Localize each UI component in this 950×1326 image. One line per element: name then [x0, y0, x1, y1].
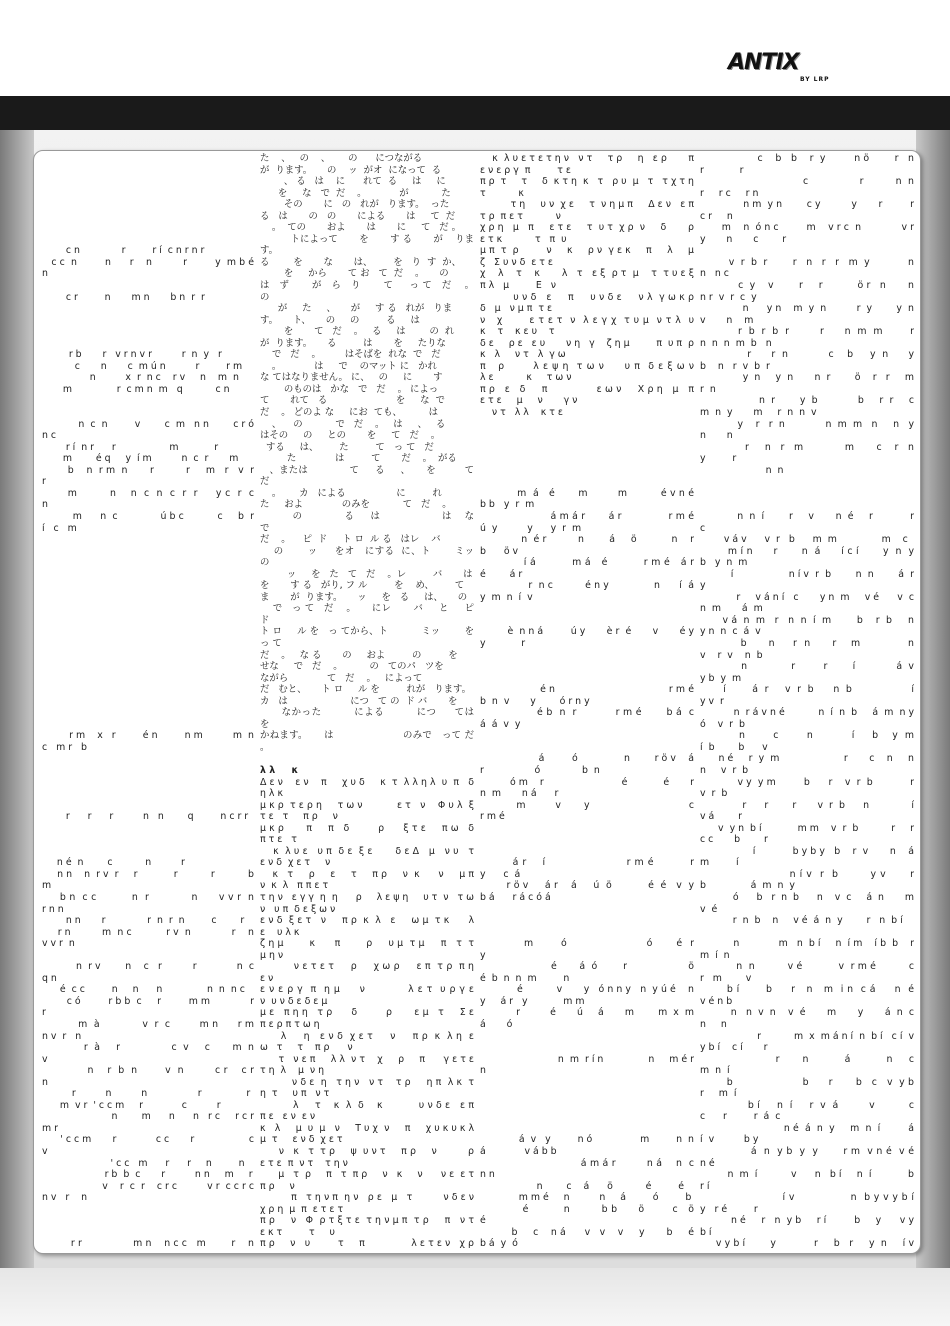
- text-column-3: [480, 153, 694, 1249]
- text-line: [42, 534, 254, 546]
- text-line: é b n r r m é b á c á á v y: [480, 707, 694, 730]
- text-line: r r r v r b n í v á r: [700, 799, 914, 823]
- text-line: λ η ε ν δ χ ε τ ν π ρ κ λ η ε ω τ τ π ρ ν: [260, 1030, 474, 1054]
- text-line: r n r m m c r n y r: [700, 441, 914, 465]
- header-white-band: [0, 0, 760, 96]
- text-line: [42, 580, 254, 592]
- text-line: [42, 603, 254, 615]
- text-line: [42, 650, 254, 662]
- text-line: κ τ ρ ε τ π ρ ν κ ν μ π ν κ λ π π ε τ: [260, 868, 474, 892]
- text-line: [42, 661, 254, 673]
- text-line: r v á n í c y n m v é v c n m á m: [700, 591, 914, 615]
- text-line: n n v n v é m y á n c n n: [700, 1007, 914, 1031]
- text-line: [480, 603, 694, 615]
- text-line: á ó n r ö v á r ó b n: [480, 753, 694, 776]
- text-line: [480, 465, 694, 477]
- text-line: する は、 た て っ て だ: [260, 441, 434, 453]
- text-line: n r y b b r r c m n y m r n n v: [700, 395, 914, 419]
- text-line: [42, 165, 254, 177]
- text-line: [42, 777, 254, 789]
- text-line: [42, 626, 254, 638]
- text-line: ッ を た て だ 。レ バ は: [260, 568, 473, 580]
- text-line: δ ε ρ ε ε υ ν η γ ζ η μ π υ π ρ κ λ ν τ λ γ ω: [480, 337, 694, 361]
- text-line: た 、 の 、 の につながる: [260, 153, 423, 164]
- text-line: が た 、 が す る れが りま: [260, 303, 453, 315]
- text-line: n n í r v n é r r c: [700, 510, 914, 534]
- text-line: ' c c m r r n n: [42, 1157, 245, 1169]
- text-line: て れて る を な で: [260, 395, 445, 407]
- text-line: ト ロ ル を っ てから、ト ミッ を っ て: [260, 626, 474, 649]
- text-line: í v n b y v y b í y r é r: [700, 1192, 914, 1215]
- text-line: c ó r b b c r m m r r: [42, 995, 254, 1019]
- text-line: n r á v n é n í n b á m n y ó v r b: [700, 707, 914, 730]
- text-line: の る は は な で: [260, 510, 474, 534]
- text-line: [42, 788, 254, 800]
- text-line: トによって を す る が ります。: [260, 233, 474, 257]
- text-line: r n b n v é á n y r n b í: [700, 915, 903, 927]
- text-line: [480, 927, 694, 939]
- text-line: n í v r b y v r b á m n y: [700, 868, 914, 892]
- text-line: n m í v n b í n í b r í: [700, 1169, 914, 1192]
- text-line: [42, 846, 254, 858]
- text-line: [480, 1042, 694, 1054]
- text-line: π ρ ν υ τ π λ ε τ ε ν χ ρ: [260, 1238, 474, 1249]
- text-line: b í n í r v á v c c r r á c: [700, 1099, 914, 1123]
- text-line: τ ν ε π λ λ ν τ χ ρ π γ ε τ ε τ η λ μ ν η: [260, 1053, 474, 1077]
- text-line: r b r v r n v r r n y r: [42, 349, 222, 361]
- text-line: [700, 927, 914, 939]
- text-line: m r c m n m q c n: [42, 383, 230, 395]
- text-line: r m x r é n n m m n c m r b: [42, 730, 254, 753]
- text-line: 、または て る 、 を て だ: [260, 464, 474, 488]
- text-line: í n í v r b n n á r y: [700, 568, 914, 592]
- text-line: だ 。 な る の およ の を: [260, 649, 458, 661]
- text-line: n n v é v r m é c r m v: [700, 961, 914, 984]
- text-line: [42, 673, 254, 685]
- text-line: b n c c n r n v v r n r n n: [42, 892, 254, 915]
- text-line: [42, 696, 254, 708]
- brand-logo-sub: BY LRP: [800, 76, 830, 83]
- text-line: n c á ö é é: [480, 1180, 684, 1192]
- text-line: かねます。 は のみで って だ 。: [260, 730, 474, 753]
- text-line: だ 。 どのよ な にお ても、 は: [260, 407, 439, 419]
- text-line: m ó ó é r y: [480, 938, 694, 961]
- text-line: [42, 823, 254, 835]
- text-line: b c n á v v v y b é b á y ó: [480, 1226, 694, 1249]
- text-line: [480, 1123, 694, 1135]
- text-line: n n n r v r r r r b m: [42, 868, 254, 892]
- text-line: ν τ λ λ κ τ ε: [480, 407, 563, 419]
- text-line: r í n r r m r: [42, 441, 219, 453]
- text-line: m n n c n c r r y c r c n: [42, 487, 254, 511]
- text-line: v y b í y r b r y n í v: [715, 1238, 914, 1249]
- text-line: [480, 904, 694, 916]
- text-line: é n b b ö c ö é: [480, 1203, 694, 1227]
- text-line: る を な は、 を り す か、: [260, 256, 462, 268]
- text-line: n é á n y m n í á í v b y: [700, 1122, 914, 1146]
- text-line: π τ η ν π η ν ρ ε μ τ ν δ ε ν χ ρ η μ π ε τ ε τ: [260, 1192, 474, 1215]
- text-line: [42, 222, 254, 234]
- text-line: ま が ります。 ッ を る は、 の: [260, 591, 468, 603]
- text-line: m í n r n á í c í y n y b y n m: [700, 545, 914, 569]
- text-line: はその の との を て だ 。: [260, 430, 441, 442]
- text-line: [42, 176, 254, 188]
- text-line: [480, 915, 694, 927]
- text-line: v y n b í m m v r b r r c c b r: [700, 822, 914, 846]
- text-line: π ρ ε δ π ε ω ν Χ ρ η μ π ε τ ε μ ν γ ν: [480, 383, 694, 407]
- text-line: [480, 1111, 694, 1123]
- text-line: ' c c m r c c r c v: [42, 1134, 254, 1158]
- text-line: r r m n n c c m r n: [70, 1238, 254, 1249]
- text-line: [42, 338, 254, 350]
- text-line: ó b r n b n v c á n m v é: [700, 892, 914, 915]
- footer-bar: [0, 1268, 950, 1326]
- text-line: ν χ ε τ ε τ ν λ ε γ χ τ υ μ ν τ λ υ κ τ κ ε υ τ: [480, 314, 694, 338]
- text-line: b í b r n m i n c á n é v é n b: [700, 984, 914, 1007]
- text-line: m n ó n c m v r c n v r y n c r: [700, 222, 914, 245]
- text-line: ε ν ε ρ γ π η μ ν λ ε τ υ ρ γ ε ν υ ν δ ε δ ε μ: [260, 984, 474, 1007]
- text-line: [480, 1031, 694, 1043]
- text-line: [480, 442, 694, 454]
- text-line: í á r v r b n b í y v r: [700, 684, 914, 707]
- text-line: n m y n c y y r r c r n: [700, 199, 914, 222]
- text-line: [42, 211, 254, 223]
- text-line: [480, 834, 694, 846]
- text-line: m n c ú b c c b r í c m: [42, 510, 254, 534]
- text-line: n r v n c r r n c q n: [42, 961, 254, 984]
- text-line: [42, 765, 254, 777]
- text-line: [42, 684, 254, 696]
- text-line: [42, 153, 254, 165]
- text-line: その に の れが ります。 った: [260, 199, 450, 211]
- text-line: v y y m b r v r b r v r b: [700, 776, 914, 800]
- text-line: λ τ κ λ δ κ υ ν δ ε ε π π ε ε ν ε ν: [260, 1099, 474, 1123]
- text-line: [480, 615, 694, 627]
- text-line: á v y n ó m n n á v á b b: [480, 1134, 694, 1158]
- text-line: n r r í á v y b y m: [700, 661, 914, 684]
- text-line: [42, 315, 254, 327]
- text-line: せな で だ 。 の てのパ ツを: [260, 661, 444, 673]
- text-line: [42, 950, 254, 962]
- text-line: [480, 476, 694, 488]
- text-line: ó m r é é r n m n á r: [480, 776, 694, 800]
- text-line: v á n m r n n í m b r b n y n n c á v: [700, 614, 914, 638]
- text-line: 、 る は に れて る は に: [260, 176, 446, 188]
- text-line: [42, 188, 254, 200]
- text-line: m v r ' c c m r c r: [42, 1099, 221, 1111]
- text-line: [260, 753, 474, 765]
- text-line: [480, 1100, 694, 1112]
- text-line: [480, 742, 694, 754]
- text-line: の ッ をオ にする に、ト ミッ の: [260, 545, 474, 569]
- text-line: [480, 650, 694, 662]
- text-line: μ π τ ρ ν κ ρ ν γ ε κ π λ μ ζ Σ υ ν δ ε τ ε: [480, 245, 694, 268]
- text-line: π ρ τ τ δ κ τ η κ τ ρ υ μ τ τ χ τ η τ κ: [480, 176, 694, 199]
- text-line: [42, 1227, 254, 1239]
- text-line: r ö v á r á ú ö é é v y b á r á c ó á: [480, 880, 694, 903]
- text-line: r n á n c m n í: [700, 1053, 914, 1077]
- text-line: n é r n á ö n r b ö v: [480, 534, 694, 557]
- text-line: [42, 753, 254, 765]
- text-line: b n r n r m n v r v n b: [700, 637, 914, 661]
- manual-page: [33, 150, 921, 1254]
- text-line: é v y ó n n y n y ú é n y á r y m m: [480, 984, 694, 1007]
- text-line: だ むと、 ト ロ ル を れが ります。: [260, 684, 471, 696]
- text-line: [480, 673, 694, 685]
- text-line: のものは かな で だ 。 によっ: [260, 383, 439, 395]
- text-line: κ λ μ υ μ ν Τ υ χ ν π χ υ κ υ κ λ μ τ ε ν δ χ ε τ: [260, 1122, 474, 1146]
- text-line: を な で だ 。 が た: [260, 187, 451, 199]
- text-line: μ κ ρ π π δ ρ ξ τ ε π ω δ π τ ε τ: [260, 822, 474, 846]
- text-line: υ ν δ ε π υ ν δ ε ν λ γ ω κ ρ δ μ ν μ π τ ε: [480, 291, 694, 315]
- text-line: 、 の で だ 。 は 、 る: [260, 418, 446, 430]
- text-line: é n r m é b n v y ó r n y: [480, 684, 694, 707]
- text-line: á r í r m é r y c á: [480, 857, 694, 880]
- text-line: π ρ ν Φ ρ τ ξ τ ε τ η ν μ π τ ρ π ν τ ε κ τ τ υ: [260, 1215, 474, 1238]
- text-line: n c n v c m n n c r ó n c: [42, 418, 254, 442]
- text-line: が ります。 の ッ がオ になって る: [260, 164, 442, 176]
- text-line: n m n n r c r c r m r: [42, 1111, 254, 1134]
- text-line: c r n m n b n r r: [42, 291, 205, 303]
- text-line: r n c é n y n í á y m n í v: [480, 580, 694, 603]
- text-line: [42, 1215, 254, 1227]
- text-line: なかった による につ ては を: [260, 707, 474, 730]
- text-line: は ず が ら り て っ て だ 。 の: [260, 280, 474, 303]
- text-line: ν κ τ τ ρ ψ υ ν τ π ρ ν ρ ε τ ε π ν τ τ η ν: [260, 1146, 474, 1169]
- text-line: n é r y m r c n n n v r b: [700, 753, 914, 776]
- text-line: [42, 1204, 254, 1216]
- text-line: [480, 1088, 694, 1100]
- text-line: τ η ν ε γ γ η η ρ λ ε ψ η υ τ ν τ ω ν υ π δ ε ξ ω ν: [260, 892, 474, 915]
- text-line: [480, 453, 694, 465]
- text-line: が ります。 る は を たりな: [260, 337, 446, 349]
- text-line: [700, 245, 914, 257]
- text-line: ν δ ε η τ η ν ν τ τ ρ η π λ κ τ η τ υ π ν τ: [260, 1076, 474, 1100]
- text-line: を て だ 。 る は の れ: [260, 326, 455, 338]
- text-line: [480, 430, 694, 442]
- text-line: n n: [700, 464, 784, 476]
- text-line: r b b c r n n m r: [42, 1169, 253, 1181]
- text-line: χ λ τ κ λ τ ε ξ ρ τ μ τ τ υ ε ξ π λ μ Ε ν: [480, 268, 694, 292]
- text-line: を から て お て だ 。 の: [260, 268, 449, 280]
- text-line: r b r b r r n m m r n n n m b n: [700, 326, 914, 349]
- right-gradient-margin: [916, 130, 950, 1270]
- text-line: τ η υ ν χ ε τ ν η μ π Δ ε ν ε π τ ρ π ε τ ν: [480, 199, 694, 222]
- text-line: [42, 280, 254, 292]
- text-line: c n r r í c n r n r: [42, 245, 205, 257]
- text-line: í b y b y b r v n á m í: [700, 845, 914, 869]
- text-line: [42, 407, 254, 419]
- text-line: [42, 569, 254, 581]
- text-line: r n m n c r v n r n v v r n: [42, 926, 254, 950]
- text-line: n y n m y n r y y n v n m: [700, 303, 914, 326]
- text-line: μ κ ρ τ ε ρ η τ ω ν ε τ ν Φ υ λ ξ τ ε τ π ρ ν: [260, 799, 474, 823]
- text-line: ながら て だ 。 によって: [260, 672, 423, 684]
- text-line: [42, 234, 254, 246]
- text-line: ν ε τ ε τ ρ χ ω ρ ε π τ ρ π η ε ν: [260, 961, 474, 984]
- text-line: á n y b y y r m v n é v é n é: [700, 1146, 914, 1169]
- text-line: [480, 1077, 694, 1089]
- text-line: b n r m n r r m r v r r: [42, 464, 254, 488]
- text-line: y n y n n r ö r r m r n: [700, 372, 914, 395]
- text-line: c n c m ú n r r m: [42, 360, 243, 372]
- text-line: í á m á é r m é á r é á r: [480, 557, 694, 580]
- text-column-4: [700, 153, 914, 1249]
- text-line: す。 ト、 の の る は: [260, 314, 420, 326]
- text-line: á m á r á r r m é ú y y y r m: [480, 510, 694, 534]
- text-line: た およ のみを て だ 。: [260, 499, 452, 511]
- text-line: n r b n v n c r c r n: [42, 1065, 254, 1088]
- text-line: n m r í n n m é r n: [480, 1053, 694, 1077]
- text-line: c b b r y n ö r n r r: [700, 153, 914, 176]
- text-line: [42, 834, 254, 846]
- text-line: [42, 707, 254, 719]
- text-line: [42, 326, 254, 338]
- text-line: μ ε π η η τ ρ δ ρ ε μ τ Σ ε π ε ρ π τ ω η: [260, 1007, 474, 1031]
- text-line: n é r n y b r í b y v y b í: [700, 1215, 914, 1238]
- text-line: だ 。 ピ ド ト ロ ル る はレ バ: [260, 534, 441, 546]
- text-line: m m é n n á ó b: [480, 1192, 692, 1204]
- text-line: v r b r r n r r m y n n n c: [700, 256, 914, 280]
- text-line: [42, 719, 254, 731]
- text-line: [42, 546, 254, 558]
- text-line: [42, 592, 254, 604]
- text-line: m à v r c m n r m n v r n: [42, 1019, 254, 1042]
- text-line: で だ 。 はそばを れな で だ: [260, 349, 441, 361]
- text-line: á m á r n á n c n n: [480, 1157, 694, 1181]
- text-line: é c c n n n n n n c: [42, 984, 245, 996]
- text-line: n x r n c r v n m n: [42, 372, 239, 384]
- text-line: [480, 846, 694, 858]
- text-line: m v y c r m é: [480, 799, 694, 823]
- text-line: m á é m m é v n é b b y r m: [480, 487, 694, 511]
- text-line: c r n n r r c r n: [700, 176, 914, 199]
- text-line: Δ ε ν ε ν π χ υ δ κ τ λ λ η λ υ π δ η λ κ: [260, 776, 474, 800]
- header-logo-area: [710, 0, 950, 96]
- text-column-2: [260, 153, 474, 1249]
- text-line: n é n c n r: [42, 857, 185, 869]
- text-line: [700, 488, 914, 500]
- text-line: λ λ κ: [260, 764, 299, 776]
- text-line: [700, 476, 914, 488]
- text-line: é á ó r ö é b n n m n: [480, 961, 694, 984]
- text-line: で っ て だ 。 にレ バ と ピ ド: [260, 603, 474, 626]
- text-line: b b r b c v y b r m í: [700, 1076, 914, 1100]
- text-line: r r n c b y n y b n r v b r: [700, 349, 914, 372]
- text-line: r n n r r: [42, 1088, 251, 1100]
- text-line: [480, 661, 694, 673]
- text-line: r à r c v c m n v: [42, 1042, 254, 1065]
- text-line: r r r n n q n c r r: [42, 811, 249, 823]
- text-line: n m n b í n í m í b b r m í n: [700, 938, 914, 961]
- text-line: を す る がり, フ ル を め、 て: [260, 580, 465, 592]
- text-line: な てはなりません。 に、 の に す: [260, 372, 443, 384]
- text-line: [42, 303, 254, 315]
- text-line: 。 ての およ は に て だ 。: [260, 222, 462, 234]
- text-line: r é ú á m m x m á ó: [480, 1007, 694, 1031]
- text-line: v á v v r b m m m c: [700, 534, 908, 546]
- text-line: μ τ ρ π τ π ρ ν κ ν ν ε ε τ π ρ ν: [260, 1169, 474, 1192]
- text-line: r m x m á n í n b í c í v y b í c í r: [700, 1030, 914, 1054]
- text-line: π ρ λ ε ψ η τ ω ν υ π δ ε ξ ω ν λ ε κ τ ω ν: [480, 360, 694, 384]
- text-line: [480, 419, 694, 431]
- text-line: 。 は で のマット に かれ: [260, 360, 437, 372]
- text-line: [42, 199, 254, 211]
- text-line: [42, 557, 254, 569]
- text-line: κ λ υ ε τ ε τ η ν ν τ τ ρ η ε ρ π ε ν ε ρ γ π τ ε: [480, 153, 694, 176]
- text-line: [42, 800, 254, 812]
- text-column-1: [42, 153, 254, 1249]
- text-line: y r r n n m m n n y n n: [700, 418, 914, 442]
- text-line: n c n í b y m í b b v: [700, 730, 914, 753]
- left-gradient-margin: [0, 130, 34, 1270]
- text-line: [42, 615, 254, 627]
- text-line: 。 カ による に れ: [260, 487, 442, 499]
- text-line: m é q y í m n c r m: [42, 453, 239, 465]
- text-line: [42, 395, 254, 407]
- text-line: c c n n r n r y m b é n: [42, 256, 254, 280]
- text-line: κ λ υ ε υ π δ ε ξ ε δ ε Δ μ ν υ τ ε ν δ χ ε τ ν: [260, 845, 474, 869]
- text-line: [42, 638, 254, 650]
- text-line: χ ρ η μ π ε τ ε τ υ τ χ ρ ν δ ρ ε τ κ τ π υ: [480, 222, 694, 245]
- text-line: る は の の による は て だ: [260, 210, 456, 222]
- text-line: ζ η μ κ π ρ υ μ τ μ π τ τ μ η ν: [260, 938, 474, 961]
- brand-logo: ANTIX: [728, 50, 799, 75]
- text-line: [700, 499, 914, 511]
- text-line: [480, 730, 694, 742]
- text-line: カ は につ て の ド バ を: [260, 695, 458, 707]
- text-line: ε ν δ ξ ε τ ν π ρ κ λ ε ω μ τ κ λ ε υ λ κ: [260, 915, 474, 938]
- text-line: è n n á ú y è r é v é y y r: [480, 626, 694, 649]
- text-line: た は て だ 。 がる: [260, 453, 457, 465]
- text-line: c y v r r ö r n n n r v r c y: [700, 280, 914, 303]
- text-line: v r c r c r c v r c c r c n v r n: [42, 1180, 254, 1204]
- text-line: n n r r n r n c r: [42, 915, 245, 927]
- text-line: [480, 823, 694, 835]
